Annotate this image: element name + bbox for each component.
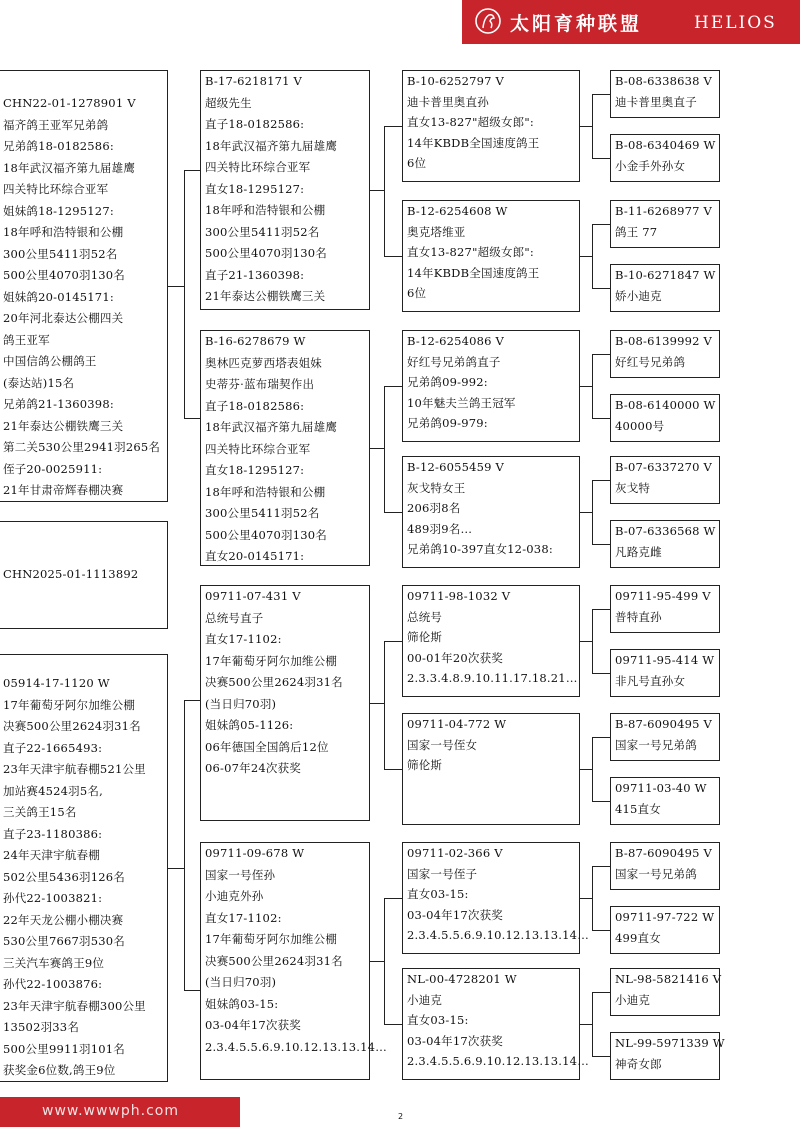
helios-emblem-icon [474, 6, 502, 36]
pedigree-line: 13502羽33名 [3, 1020, 80, 1034]
pedigree-line: B-16-6278679 W [205, 334, 306, 348]
pedigree-line: B-07-6336568 W [615, 524, 716, 538]
pedigree-line: 6位 [407, 286, 427, 300]
connector-line [592, 94, 593, 158]
pedigree-line: 灰戈特女王 [407, 480, 466, 495]
pedigree-line: 22年天龙公棚小棚决赛 [3, 912, 124, 927]
connector-line [580, 256, 592, 257]
grandparent-card [402, 330, 580, 442]
pedigree-line: 2.3.4.5.5.6.9.10.12.13.13.14… [407, 928, 589, 942]
pedigree-line: 18年武汉福齐第九届雄鹰 [3, 160, 136, 175]
connector-line [580, 512, 592, 513]
pedigree-line: 兄弟鸽09-992: [407, 375, 488, 389]
pedigree-line: 小迪克外孙 [205, 889, 264, 903]
pedigree-line: 14年KBDB全国速度鸽王 [407, 265, 540, 280]
page-number: 2 [398, 1112, 404, 1121]
connector-line [592, 480, 610, 481]
pedigree-line: 直女03-15: [407, 1013, 469, 1027]
pedigree-line: 凡路克雌 [615, 544, 662, 559]
pedigree-line: B-11-6268977 V [615, 204, 713, 218]
pedigree-line: 300公里5411羽52名 [205, 506, 320, 520]
connector-line [168, 868, 184, 869]
pedigree-line: 2.3.3.4.8.9.10.11.17.18.21… [407, 671, 578, 685]
pedigree-line: (当日归70羽) [205, 696, 277, 711]
grandparent-card [402, 456, 580, 568]
pedigree-line: 神奇女郎 [615, 1056, 662, 1071]
pedigree-line: 迪卡普里奥直孙 [407, 94, 489, 109]
pedigree-line: 09711-95-499 V [615, 589, 711, 603]
connector-line [184, 418, 200, 419]
grandparent-card [402, 713, 580, 825]
sire-card [0, 70, 168, 502]
pedigree-line: 00-01年20次获奖 [407, 650, 503, 665]
pedigree-line: 500公里4070羽130名 [205, 246, 327, 260]
pedigree-line: 四关特比环综合亚军 [3, 182, 109, 196]
pedigree-line: 筛伦斯 [407, 630, 443, 644]
pedigree-line: 国家一号兄弟鸽 [615, 737, 697, 752]
pedigree-line: 决赛500公里2624羽31名 [205, 675, 343, 689]
pedigree-line: (当日归70羽) [205, 975, 277, 989]
pedigree-line: 500公里4070羽130名 [205, 527, 327, 542]
pedigree-line: CHN2025-01-1113892 [3, 567, 139, 581]
pedigree-line: B-08-6340469 W [615, 138, 716, 152]
brand-name-cn: 太阳育种联盟 [510, 13, 643, 35]
pedigree-line: NL-98-5821416 V [615, 972, 722, 986]
pedigree-line: 500公里9911羽101名 [3, 1041, 125, 1056]
connector-line [384, 386, 402, 387]
pedigree-line: 直女17-1102: [205, 632, 282, 646]
pedigree-line: 2.3.4.5.5.6.9.10.12.13.13.14… [205, 1039, 387, 1054]
pedigree-line: 好红号兄弟鸽直子 [407, 354, 501, 369]
pedigree-line: 普特直孙 [615, 609, 662, 624]
pedigree-line: 直子23-1180386: [3, 826, 103, 841]
pedigree-line: 国家一号侄子 [407, 866, 478, 881]
pedigree-line: 直子18-0182586: [205, 398, 305, 413]
pedigree-line: 499直女 [615, 930, 661, 945]
great-grandparent-card [610, 842, 720, 890]
sire-sire-card [200, 70, 370, 310]
pedigree-line: 18年武汉福齐第九届雄鹰 [205, 138, 338, 153]
connector-line [384, 126, 402, 127]
pedigree-line: 姐妹鸽20-0145171: [3, 289, 114, 304]
pedigree-line: 2.3.4.5.5.6.9.10.12.13.13.14… [407, 1054, 589, 1068]
dam-dam-card [200, 842, 387, 1080]
pedigree-line: 超级先生 [205, 95, 252, 110]
pedigree-line: 总统号直子 [205, 610, 264, 625]
connector-line [592, 418, 610, 419]
connector-line [370, 703, 384, 704]
pedigree-line: 09711-09-678 W [205, 846, 305, 860]
pedigree-line: 好红号兄弟鸽 [615, 354, 686, 369]
great-grandparent-card [610, 330, 720, 378]
pedigree-line: 史蒂芬·蓝布瑞契作出 [205, 377, 315, 391]
great-grandparent-card [610, 394, 720, 442]
pedigree-line: 09711-04-772 W [407, 717, 507, 731]
pedigree-line: 兄弟鸽21-1360398: [3, 397, 114, 411]
pedigree-line: 18年呼和浩特银和公棚 [3, 225, 124, 239]
pedigree-line: 小迪克 [615, 992, 651, 1007]
brand-name-en: HELIOS [694, 13, 777, 33]
pedigree-line: B-07-6337270 V [615, 460, 713, 474]
connector-line [580, 641, 592, 642]
pedigree-line: 03-04年17次获奖 [205, 1018, 301, 1032]
pedigree-line: 兄弟鸽10-397直女12-038: [407, 542, 553, 556]
pedigree-line: 国家一号侄女 [407, 737, 478, 752]
pedigree-line: (泰达站)15名 [3, 375, 75, 390]
pedigree-line: 直女13-827"超级女郎": [407, 115, 534, 129]
connector-line [592, 992, 610, 993]
pedigree-line: 第二关530公里2941羽265名 [3, 440, 161, 454]
connector-line [580, 898, 592, 899]
pedigree-line: 21年泰达公棚铁鹰三关 [205, 289, 326, 303]
connector-line [384, 769, 402, 770]
pedigree-line: B-87-6090495 V [615, 846, 713, 860]
pedigree-line: 决赛500公里2624羽31名 [3, 719, 141, 733]
connector-line [168, 286, 184, 287]
great-grandparent-card [610, 649, 720, 697]
pedigree-line: 09711-03-40 W [615, 781, 707, 795]
pedigree-line: 总统号 [407, 609, 443, 624]
pedigree-line: 21年甘肃帝辉春棚决赛 [3, 483, 124, 497]
connector-line [592, 930, 610, 931]
pedigree-line: 鸽王亚军 [3, 332, 50, 347]
pedigree-line: 18年武汉福齐第九届雄鹰 [205, 420, 338, 434]
pedigree-line: 非凡号直孙女 [615, 673, 686, 688]
pedigree-line: NL-99-5971339 W [615, 1036, 725, 1050]
pedigree-line: 23年天津宇航春棚300公里 [3, 998, 146, 1013]
connector-line [592, 737, 593, 801]
pedigree-line: B-08-6140000 W [615, 398, 716, 412]
pedigree-line: B-87-6090495 V [615, 717, 713, 731]
great-grandparent-card [610, 968, 720, 1016]
pedigree-line: 20年河北泰达公棚四关 [3, 311, 124, 325]
pedigree-line: 迪卡普里奥直子 [615, 94, 697, 109]
pedigree-line: 17年葡萄牙阿尔加维公棚 [205, 932, 338, 946]
pedigree-line: 530公里7667羽530名 [3, 934, 125, 948]
dam-card [0, 654, 168, 1082]
grandparent-card [402, 70, 580, 182]
connector-line [384, 512, 402, 513]
connector-line [384, 256, 402, 257]
pedigree-line: 筛伦斯 [407, 758, 443, 772]
connector-line [580, 769, 592, 770]
pedigree-line: 直女17-1102: [205, 910, 282, 925]
connector-line [592, 354, 610, 355]
connector-line [592, 354, 593, 418]
pedigree-line: 三关鸽王15名 [3, 805, 77, 819]
connector-line [592, 673, 610, 674]
grandparent-card [402, 585, 580, 697]
pedigree-line: 侄子20-0025911: [3, 461, 103, 476]
pedigree-line: 直女18-1295127: [205, 463, 305, 477]
pedigree-line: 福齐鸽王亚军兄弟鸽 [3, 117, 109, 132]
pedigree-line: 奥克塔维亚 [407, 224, 466, 239]
pedigree-line: 奥林匹克萝西塔表姐妹 [205, 355, 322, 370]
pedigree-line: 娇小迪克 [615, 288, 662, 303]
great-grandparent-card [610, 264, 720, 312]
connector-line [580, 126, 592, 127]
connector-line [592, 1056, 610, 1057]
connector-line [592, 224, 593, 288]
pedigree-line: 获奖金6位数,鸽王9位 [3, 1063, 116, 1077]
pedigree-line: 中国信鸽公棚鸽王 [3, 354, 97, 368]
connector-line [370, 448, 384, 449]
pedigree-line: 06-07年24次获奖 [205, 761, 301, 775]
grandparent-card [402, 968, 589, 1080]
pedigree-line: 三关汽车赛鸽王9位 [3, 955, 105, 970]
connector-line [592, 224, 610, 225]
pedigree-line: B-12-6254086 V [407, 334, 505, 348]
pedigree-line: 489羽9名… [407, 521, 473, 536]
connector-line [384, 1024, 402, 1025]
connector-line [184, 700, 185, 990]
connector-line [580, 1024, 592, 1025]
connector-line [384, 126, 385, 256]
connector-line [384, 386, 385, 512]
pedigree-line: 17年葡萄牙阿尔加维公棚 [205, 653, 338, 668]
connector-line [592, 609, 593, 673]
pedigree-line: 6位 [407, 156, 427, 170]
pedigree-line: 国家一号兄弟鸽 [615, 866, 697, 881]
great-grandparent-card [610, 134, 720, 182]
pedigree-line: 14年KBDB全国速度鸽王 [407, 135, 540, 150]
footer-banner [0, 1097, 240, 1127]
connector-line [184, 170, 200, 171]
pedigree-line: 姐妹鸽03-15: [205, 996, 279, 1011]
connector-line [592, 866, 610, 867]
pedigree-line: 姐妹鸽18-1295127: [3, 203, 114, 218]
connector-line [592, 544, 610, 545]
pedigree-line: 03-04年17次获奖 [407, 1033, 503, 1048]
pedigree-line: B-17-6218171 V [205, 74, 303, 88]
pedigree-line: CHN22-01-1278901 V [3, 96, 136, 110]
pedigree-line: 兄弟鸽09-979: [407, 416, 488, 430]
pedigree-line: 四关特比环综合亚军 [205, 441, 311, 456]
pedigree-line: 鸽王 77 [615, 224, 658, 239]
pedigree-line: 40000号 [615, 418, 665, 433]
great-grandparent-card [610, 200, 720, 248]
pedigree-line: 10年魅夫兰鸽王冠军 [407, 395, 516, 410]
pedigree-line: B-10-6252797 V [407, 74, 505, 88]
pedigree-line: 孙代22-1003821: [3, 891, 103, 905]
pedigree-line: 加站赛4524羽5名, [3, 783, 103, 798]
pedigree-line: 直子22-1665493: [3, 740, 103, 755]
connector-line [384, 641, 385, 769]
connector-line [384, 641, 402, 642]
pedigree-line: 03-04年17次获奖 [407, 907, 503, 922]
pedigree-line: B-12-6055459 V [407, 460, 505, 474]
connector-line [370, 961, 384, 962]
pedigree-line: B-10-6271847 W [615, 268, 716, 282]
pedigree-line: 21年泰达公棚铁鹰三关 [3, 418, 124, 433]
pedigree-line: 18年呼和浩特银和公棚 [205, 484, 326, 499]
connector-line [592, 737, 610, 738]
pedigree-line: 孙代22-1003876: [3, 977, 103, 991]
grandparent-card [402, 200, 580, 312]
pedigree-line: 四关特比环综合亚军 [205, 160, 311, 174]
pedigree-line: 05914-17-1120 W [3, 676, 110, 690]
pedigree-line: B-08-6139992 V [615, 334, 713, 348]
connector-line [592, 609, 610, 610]
pedigree-line: 09711-02-366 V [407, 846, 503, 860]
pedigree-line: 17年葡萄牙阿尔加维公棚 [3, 697, 136, 712]
sire-dam-card [200, 330, 370, 566]
pedigree-line: 决赛500公里2624羽31名 [205, 953, 343, 968]
great-grandparent-card [610, 777, 720, 825]
pedigree-line: 24年天津宇航春棚 [3, 848, 100, 862]
pedigree-line: 姐妹鸽05-1126: [205, 718, 294, 732]
connector-line [184, 170, 185, 418]
pedigree-line: 300公里5411羽52名 [3, 246, 118, 261]
pedigree-line: 直女18-1295127: [205, 181, 305, 196]
pedigree-line: 206羽8名 [407, 501, 461, 515]
pedigree-line: 国家一号侄孙 [205, 867, 276, 882]
pedigree-line: 兄弟鸽18-0182586: [3, 139, 114, 153]
connector-line [592, 801, 610, 802]
pedigree-line: 09711-97-722 W [615, 910, 715, 924]
pedigree-line: 06年德国全国鸽后12位 [205, 739, 329, 754]
pedigree-line: 小迪克 [407, 992, 443, 1007]
connector-line [580, 386, 592, 387]
pedigree-line: 300公里5411羽52名 [205, 224, 320, 239]
brand-banner [462, 0, 800, 44]
connector-line [184, 990, 200, 991]
connector-line [592, 992, 593, 1056]
pedigree-line: 直女13-827"超级女郎": [407, 245, 534, 259]
pedigree-line: 直子21-1360398: [205, 267, 305, 282]
connector-line [384, 898, 402, 899]
pedigree-line: NL-00-4728201 W [407, 972, 517, 986]
pedigree-line: 09711-95-414 W [615, 653, 715, 667]
pedigree-line: 直子18-0182586: [205, 117, 305, 131]
pedigree-line: 小金手外孙女 [615, 158, 686, 173]
connector-line [592, 288, 610, 289]
great-grandparent-card [610, 585, 720, 633]
connector-line [384, 898, 385, 1024]
connector-line [592, 158, 610, 159]
great-grandparent-card [610, 456, 720, 504]
pedigree-line: 直女20-0145171: [205, 549, 305, 563]
pedigree-line: 415直女 [615, 801, 661, 816]
connector-line [184, 700, 200, 701]
great-grandparent-card [610, 1032, 725, 1080]
connector-line [370, 190, 384, 191]
pedigree-line: 灰戈特 [615, 480, 651, 495]
great-grandparent-card [610, 906, 720, 954]
pedigree-line: 18年呼和浩特银和公棚 [205, 203, 326, 217]
pedigree-line: 直女03-15: [407, 887, 469, 901]
dam-sire-card [200, 585, 370, 821]
pedigree-line: B-08-6338638 V [615, 74, 713, 88]
connector-line [592, 866, 593, 930]
pedigree-line: B-12-6254608 W [407, 204, 508, 218]
connector-line [592, 94, 610, 95]
pedigree-line: 500公里4070羽130名 [3, 268, 125, 282]
connector-line [592, 480, 593, 544]
subject-card [0, 521, 168, 629]
pedigree-line: 09711-98-1032 V [407, 589, 511, 603]
pedigree-line: 23年天津宇航春棚521公里 [3, 762, 146, 776]
grandparent-card [402, 842, 589, 954]
great-grandparent-card [610, 520, 720, 568]
great-grandparent-card [610, 713, 720, 761]
pedigree-line: 09711-07-431 V [205, 589, 301, 603]
pedigree-line: 502公里5436羽126名 [3, 869, 125, 884]
footer-url: www.wwwph.com [42, 1103, 179, 1119]
great-grandparent-card [610, 70, 720, 118]
